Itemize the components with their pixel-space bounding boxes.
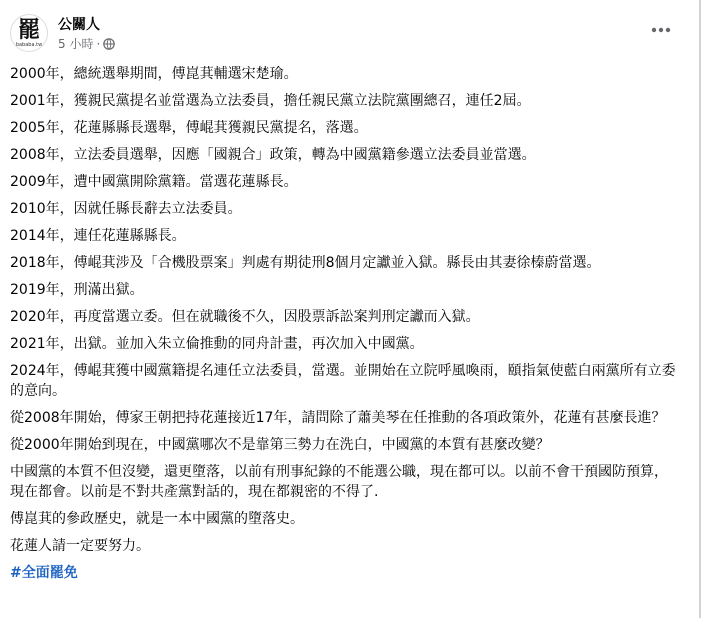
- globe-icon: [103, 38, 115, 50]
- post-paragraph: 2020年，再度當選立委。但在就職後不久，因股票訴訟案判刑定讞而入獄。: [10, 309, 480, 325]
- avatar-logo: 罷: [17, 17, 40, 43]
- meta-separator: ·: [96, 37, 101, 51]
- post-paragraph: 2008年，立法委員選舉，因應「國親合」政策，轉為中國黨籍參選立法委員並當選。: [10, 147, 536, 163]
- post-paragraph: 2018年，傅崐萁涉及「合機股票案」判處有期徒刑8個月定讞並入獄。縣長由其妻徐榛蔚當選。: [10, 255, 601, 271]
- post-text: [10, 64, 680, 590]
- timestamp[interactable]: 5 小時: [58, 37, 94, 51]
- post-paragraph: 2021年，出獄。並加入朱立倫推動的同舟計畫，再次加入中國黨。: [10, 336, 424, 352]
- post-paragraph: 2009年，遭中國黨開除黨籍。當選花蓮縣長。: [10, 174, 298, 190]
- post-paragraph: 2000年，總統選舉期間，傅崑萁輔選宋楚瑜。: [10, 66, 298, 82]
- post-paragraph: 2014年，連任花蓮縣縣長。: [10, 228, 186, 244]
- post-paragraph: 2005年，花蓮縣縣長選舉，傅崐萁獲親民黨提名，落選。: [10, 120, 368, 136]
- post-paragraph: 從2000年開始到現在，中國黨哪次不是靠第三勢力在洗白，中國黨的本質有甚麼改變？: [10, 437, 550, 453]
- post-paragraph: 2019年，刑滿出獄。: [10, 282, 144, 298]
- avatar-subtext: bababa.tw: [15, 42, 43, 48]
- hashtag-link[interactable]: #全面罷免: [10, 565, 78, 581]
- post-paragraph: 2024年，傅崐萁獲中國黨籍提名連任立法委員，當選。並開始在立院呼風喚雨，頤指氣使藍白兩黨所有立委的意向。: [10, 363, 676, 399]
- post-paragraph: 中國黨的本質不但沒變，還更墮落，以前有刑事紀錄的不能選公職，現在都可以。以前不會干預國防預算，現在都會。以前是不對共產黨對話的，現在都親密的不得了.: [10, 464, 668, 500]
- post-header: [10, 14, 680, 54]
- avatar[interactable]: [10, 14, 48, 52]
- post-paragraph: 2001年，獲親民黨提名並當選為立法委員，擔任親民黨立法院黨團總召，連任2屆。: [10, 93, 531, 109]
- post-paragraph: 從2008年開始，傅家王朝把持花蓮接近17年，請問除了蕭美琴在任推動的各項政策外，花蓮有甚麼長進？: [10, 410, 666, 426]
- post-meta: [58, 36, 115, 52]
- page-name[interactable]: 公關人: [58, 17, 100, 33]
- more-icon: [651, 27, 671, 33]
- post-paragraph: 花蓮人請一定要努力。: [10, 538, 150, 554]
- post-paragraph: 傅崑萁的參政歷史，就是一本中國黨的墮落史。: [10, 511, 304, 527]
- post-paragraph: 2010年，因就任縣長辭去立法委員。: [10, 201, 242, 217]
- more-options-button[interactable]: [646, 18, 676, 42]
